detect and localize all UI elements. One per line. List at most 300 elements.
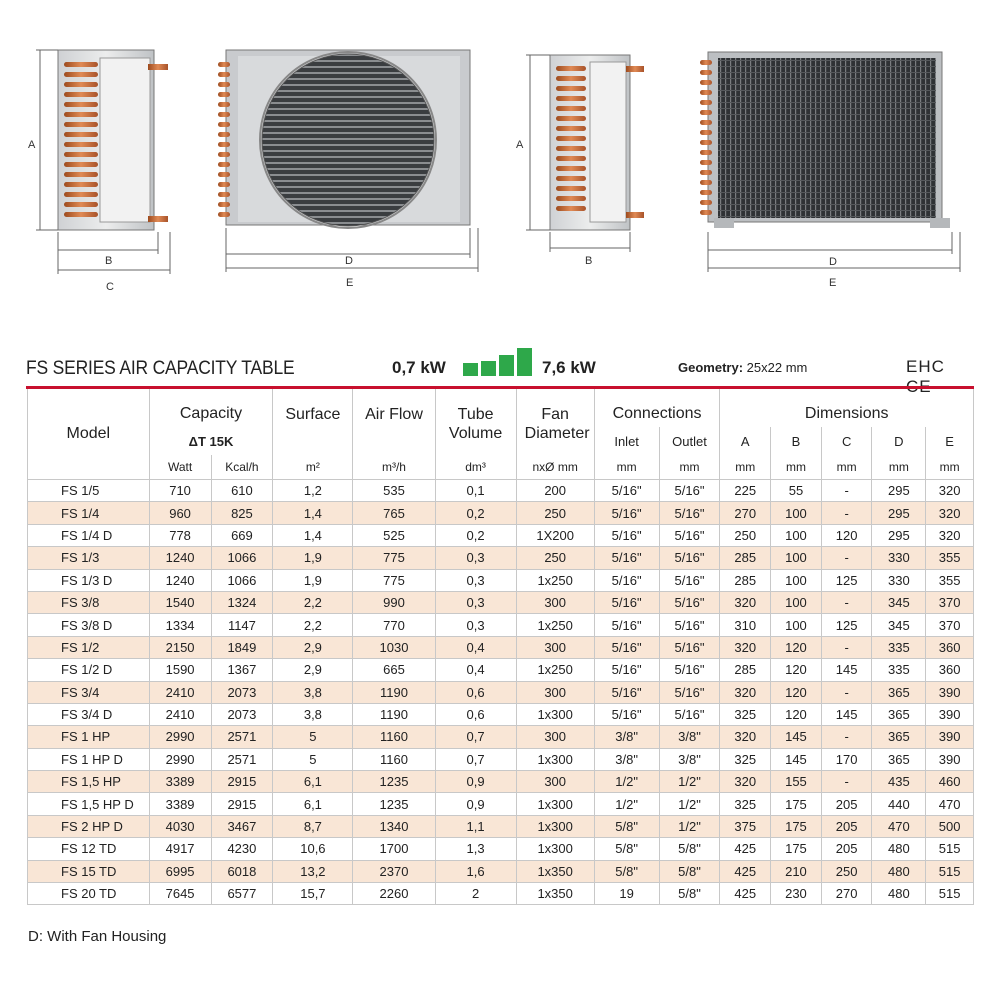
value-cell: 320	[720, 591, 771, 613]
copper-tube	[556, 76, 586, 81]
header-tube-volume-text: Tube Volume	[448, 406, 503, 442]
header-dimensions: Dimensions	[720, 389, 974, 427]
value-cell: 5/16"	[659, 502, 720, 524]
value-cell: 3389	[149, 793, 211, 815]
value-cell: 5/16"	[594, 659, 659, 681]
value-cell: 1367	[211, 659, 273, 681]
value-cell: 0,3	[435, 614, 516, 636]
value-cell: 435	[872, 771, 926, 793]
value-cell: 3,8	[273, 681, 353, 703]
value-cell: 1235	[353, 793, 435, 815]
copper-tube	[218, 142, 230, 147]
value-cell: 175	[771, 793, 822, 815]
model-cell: FS 12 TD	[28, 838, 150, 860]
value-cell: 515	[926, 883, 974, 905]
header-surface	[273, 389, 353, 480]
value-cell: 15,7	[273, 883, 353, 905]
dim-label-d: D	[345, 255, 353, 267]
capacity-bar	[517, 348, 532, 376]
value-cell: 5/16"	[659, 614, 720, 636]
footnote: D: With Fan Housing	[28, 928, 167, 945]
geometry-label: Geometry:	[678, 360, 744, 375]
value-cell: 390	[926, 726, 974, 748]
model-cell: FS 1 HP	[28, 726, 150, 748]
model-cell: FS 1 HP D	[28, 748, 150, 770]
value-cell: 5/16"	[659, 636, 720, 658]
unit-inlet: mm	[594, 455, 659, 480]
value-cell: 2073	[211, 681, 273, 703]
value-cell: 1240	[149, 547, 211, 569]
unit-e: mm	[926, 455, 974, 480]
value-cell: 355	[926, 569, 974, 591]
value-cell: 0,7	[435, 748, 516, 770]
table-row	[28, 636, 974, 658]
model-cell: FS 3/4 D	[28, 703, 150, 725]
value-cell: 300	[516, 681, 594, 703]
model-cell: FS 20 TD	[28, 883, 150, 905]
value-cell: 5/8"	[594, 860, 659, 882]
value-cell: 210	[771, 860, 822, 882]
value-cell: 1X200	[516, 524, 594, 546]
value-cell: 200	[516, 480, 594, 502]
value-cell: 825	[211, 502, 273, 524]
copper-tube	[556, 116, 586, 121]
value-cell: 770	[353, 614, 435, 636]
value-cell: 100	[771, 569, 822, 591]
copper-tube	[700, 190, 712, 195]
copper-tube	[64, 152, 98, 157]
value-cell: 295	[872, 480, 926, 502]
value-cell: 1x300	[516, 838, 594, 860]
header-dim-a: A	[720, 427, 771, 455]
model-cell: FS 1/5	[28, 480, 150, 502]
dim-label-b: B	[585, 255, 593, 267]
table-header-bar	[26, 352, 974, 388]
table-row	[28, 793, 974, 815]
value-cell: 1/2"	[594, 771, 659, 793]
value-cell: 0,3	[435, 569, 516, 591]
model-cell: FS 1/2 D	[28, 659, 150, 681]
value-cell: 270	[821, 883, 872, 905]
dim-label-a: A	[28, 139, 36, 151]
table-row	[28, 703, 974, 725]
copper-tube	[218, 172, 230, 177]
value-cell: 5/16"	[659, 681, 720, 703]
value-cell: 125	[821, 614, 872, 636]
value-cell: 1160	[353, 726, 435, 748]
value-cell: 5/16"	[594, 636, 659, 658]
front-view-fan-drawing	[218, 50, 478, 289]
model-cell: FS 1/3	[28, 547, 150, 569]
value-cell: 440	[872, 793, 926, 815]
value-cell: 5/8"	[659, 860, 720, 882]
product-drawings	[0, 0, 1000, 300]
copper-tube	[700, 80, 712, 85]
value-cell: 2571	[211, 748, 273, 770]
copper-tube	[556, 96, 586, 101]
copper-tube	[700, 70, 712, 75]
value-cell: 1x300	[516, 703, 594, 725]
table-row	[28, 815, 974, 837]
value-cell: 205	[821, 815, 872, 837]
copper-tube	[64, 202, 98, 207]
value-cell: 345	[872, 614, 926, 636]
value-cell: 1/2"	[659, 771, 720, 793]
value-cell: 765	[353, 502, 435, 524]
value-cell: 100	[771, 502, 822, 524]
capacity-bar	[481, 361, 496, 376]
value-cell: 2260	[353, 883, 435, 905]
copper-tube	[700, 60, 712, 65]
value-cell: 320	[926, 524, 974, 546]
value-cell: 230	[771, 883, 822, 905]
value-cell: 250	[516, 502, 594, 524]
table-row	[28, 771, 974, 793]
front-view-coil-drawing	[700, 52, 960, 289]
value-cell: 370	[926, 614, 974, 636]
unit-tube-volume: dm³	[465, 460, 486, 474]
value-cell: 0,4	[435, 659, 516, 681]
unit-d: mm	[872, 455, 926, 480]
value-cell: 2990	[149, 726, 211, 748]
unit-outlet: mm	[659, 455, 720, 480]
value-cell: 2,2	[273, 614, 353, 636]
value-cell: 3/8"	[594, 748, 659, 770]
header-fan-diameter	[516, 389, 594, 480]
value-cell: 7645	[149, 883, 211, 905]
model-cell: FS 3/8	[28, 591, 150, 613]
value-cell: 990	[353, 591, 435, 613]
table-row	[28, 659, 974, 681]
value-cell: 5/16"	[659, 703, 720, 725]
value-cell: 5/16"	[594, 547, 659, 569]
header-air-flow	[353, 389, 435, 480]
value-cell: 1,2	[273, 480, 353, 502]
value-cell: 1147	[211, 614, 273, 636]
value-cell: 4030	[149, 815, 211, 837]
value-cell: 1,4	[273, 502, 353, 524]
value-cell: 1324	[211, 591, 273, 613]
value-cell: 1590	[149, 659, 211, 681]
copper-tube	[64, 162, 98, 167]
header-dim-c: C	[821, 427, 872, 455]
copper-tube	[64, 72, 98, 77]
copper-tube	[218, 62, 230, 67]
value-cell: 1160	[353, 748, 435, 770]
value-cell: 1235	[353, 771, 435, 793]
value-cell: 335	[872, 659, 926, 681]
value-cell: 425	[720, 883, 771, 905]
value-cell: 5/8"	[659, 883, 720, 905]
value-cell: 0,3	[435, 547, 516, 569]
value-cell: 2410	[149, 681, 211, 703]
model-cell: FS 2 HP D	[28, 815, 150, 837]
value-cell: 1,9	[273, 547, 353, 569]
table-row	[28, 591, 974, 613]
value-cell: 375	[720, 815, 771, 837]
capacity-range-bars	[463, 348, 533, 376]
header-capacity-delta: ΔT 15K	[149, 427, 273, 455]
copper-tube	[64, 182, 98, 187]
value-cell: 300	[516, 771, 594, 793]
value-cell: 0,6	[435, 703, 516, 725]
copper-tube	[218, 122, 230, 127]
value-cell: 4230	[211, 838, 273, 860]
certification-marks: EHC	[906, 357, 945, 376]
value-cell: 330	[872, 547, 926, 569]
value-cell: -	[821, 771, 872, 793]
model-cell: FS 15 TD	[28, 860, 150, 882]
value-cell: 2990	[149, 748, 211, 770]
value-cell: 1x250	[516, 614, 594, 636]
copper-tube	[700, 130, 712, 135]
copper-tube	[218, 182, 230, 187]
value-cell: 5	[273, 726, 353, 748]
value-cell: 320	[720, 681, 771, 703]
value-cell: 365	[872, 703, 926, 725]
value-cell: 710	[149, 480, 211, 502]
value-cell: 2073	[211, 703, 273, 725]
copper-tube	[218, 92, 230, 97]
unit-b: mm	[771, 455, 822, 480]
table-row	[28, 681, 974, 703]
value-cell: 225	[720, 480, 771, 502]
copper-tube	[700, 140, 712, 145]
value-cell: 320	[926, 480, 974, 502]
table-row	[28, 569, 974, 591]
unit-c: mm	[821, 455, 872, 480]
value-cell: 1/2"	[659, 793, 720, 815]
model-cell: FS 1,5 HP	[28, 771, 150, 793]
value-cell: 19	[594, 883, 659, 905]
capacity-max: 7,6 kW	[542, 358, 596, 377]
value-cell: 300	[516, 726, 594, 748]
value-cell: 5/16"	[594, 591, 659, 613]
copper-tube	[556, 66, 586, 71]
value-cell: 1,9	[273, 569, 353, 591]
value-cell: 0,9	[435, 771, 516, 793]
value-cell: 300	[516, 636, 594, 658]
value-cell: 170	[821, 748, 872, 770]
model-cell: FS 1/3 D	[28, 569, 150, 591]
value-cell: 120	[771, 636, 822, 658]
value-cell: 480	[872, 883, 926, 905]
value-cell: 100	[771, 614, 822, 636]
unit-air-flow: m³/h	[381, 460, 406, 474]
copper-tube	[218, 202, 230, 207]
model-cell: FS 1,5 HP D	[28, 793, 150, 815]
value-cell: 3,8	[273, 703, 353, 725]
copper-tube	[556, 106, 586, 111]
value-cell: 5/16"	[659, 569, 720, 591]
unit-surface: m²	[305, 460, 320, 474]
value-cell: 120	[771, 681, 822, 703]
header-fan-diameter-text: Fan Diameter	[524, 406, 590, 442]
value-cell: 175	[771, 815, 822, 837]
value-cell: 778	[149, 524, 211, 546]
copper-tube	[700, 170, 712, 175]
value-cell: 470	[926, 793, 974, 815]
header-dim-e: E	[926, 427, 974, 455]
value-cell: 775	[353, 569, 435, 591]
value-cell: 665	[353, 659, 435, 681]
value-cell: 1,3	[435, 838, 516, 860]
copper-tube	[218, 152, 230, 157]
copper-tube	[700, 90, 712, 95]
value-cell: 100	[771, 524, 822, 546]
copper-tube	[64, 112, 98, 117]
value-cell: 1,6	[435, 860, 516, 882]
value-cell: 285	[720, 659, 771, 681]
value-cell: 1190	[353, 703, 435, 725]
value-cell: 3/8"	[659, 748, 720, 770]
value-cell: 365	[872, 681, 926, 703]
capacity-table	[27, 389, 974, 905]
model-cell: FS 3/8 D	[28, 614, 150, 636]
value-cell: 2915	[211, 771, 273, 793]
value-cell: 365	[872, 726, 926, 748]
table-row	[28, 748, 974, 770]
value-cell: 205	[821, 793, 872, 815]
table-row	[28, 726, 974, 748]
value-cell: 390	[926, 703, 974, 725]
copper-tube	[218, 112, 230, 117]
value-cell: 2,2	[273, 591, 353, 613]
value-cell: 1x300	[516, 815, 594, 837]
value-cell: 320	[720, 771, 771, 793]
copper-tube	[218, 192, 230, 197]
copper-tube	[700, 100, 712, 105]
model-cell: FS 1/4 D	[28, 524, 150, 546]
value-cell: 5/16"	[659, 659, 720, 681]
value-cell: 325	[720, 793, 771, 815]
table-row	[28, 480, 974, 502]
value-cell: 320	[926, 502, 974, 524]
value-cell: 2,9	[273, 659, 353, 681]
value-cell: 6995	[149, 860, 211, 882]
value-cell: 175	[771, 838, 822, 860]
value-cell: 1700	[353, 838, 435, 860]
value-cell: 1x350	[516, 860, 594, 882]
value-cell: 355	[926, 547, 974, 569]
value-cell: -	[821, 547, 872, 569]
value-cell: -	[821, 480, 872, 502]
value-cell: 1066	[211, 569, 273, 591]
value-cell: 300	[516, 591, 594, 613]
value-cell: 0,9	[435, 793, 516, 815]
value-cell: 295	[872, 502, 926, 524]
value-cell: 100	[771, 591, 822, 613]
model-cell: FS 3/4	[28, 681, 150, 703]
value-cell: 5/16"	[594, 480, 659, 502]
value-cell: -	[821, 726, 872, 748]
copper-tube	[64, 212, 98, 217]
value-cell: 5/16"	[594, 502, 659, 524]
copper-tube	[556, 186, 586, 191]
value-cell: 2571	[211, 726, 273, 748]
table-title: FS SERIES AIR CAPACITY TABLE	[26, 358, 295, 379]
value-cell: 13,2	[273, 860, 353, 882]
value-cell: 1334	[149, 614, 211, 636]
value-cell: 1849	[211, 636, 273, 658]
dim-label-d: D	[829, 256, 837, 268]
header-dim-d: D	[872, 427, 926, 455]
value-cell: 6,1	[273, 793, 353, 815]
header-capacity: Capacity	[149, 389, 273, 427]
copper-tube	[218, 72, 230, 77]
value-cell: 5/8"	[594, 838, 659, 860]
value-cell: 120	[771, 703, 822, 725]
value-cell: 330	[872, 569, 926, 591]
value-cell: -	[821, 591, 872, 613]
geometry-info	[678, 360, 807, 375]
header-inlet: Inlet	[594, 427, 659, 455]
value-cell: 145	[821, 659, 872, 681]
value-cell: 145	[771, 726, 822, 748]
copper-tube	[700, 150, 712, 155]
value-cell: 500	[926, 815, 974, 837]
value-cell: 470	[872, 815, 926, 837]
value-cell: 120	[821, 524, 872, 546]
value-cell: 5/16"	[594, 569, 659, 591]
table-row	[28, 883, 974, 905]
unit-watt: Watt	[149, 455, 211, 480]
copper-tube	[556, 146, 586, 151]
dim-label-e: E	[346, 277, 354, 289]
model-cell: FS 1/4	[28, 502, 150, 524]
copper-tube	[700, 210, 712, 215]
copper-tube	[556, 136, 586, 141]
value-cell: 8,7	[273, 815, 353, 837]
value-cell: 2	[435, 883, 516, 905]
value-cell: 5/16"	[594, 681, 659, 703]
copper-tube	[218, 162, 230, 167]
value-cell: 4917	[149, 838, 211, 860]
dim-label-a: A	[516, 139, 524, 151]
header-surface-text: Surface	[285, 406, 341, 423]
value-cell: 1x300	[516, 748, 594, 770]
value-cell: 1540	[149, 591, 211, 613]
value-cell: 320	[720, 636, 771, 658]
copper-tube	[64, 142, 98, 147]
value-cell: 1x300	[516, 793, 594, 815]
value-cell: 5/16"	[594, 614, 659, 636]
value-cell: 3/8"	[594, 726, 659, 748]
value-cell: 250	[821, 860, 872, 882]
dim-label-e: E	[829, 277, 837, 289]
value-cell: 2370	[353, 860, 435, 882]
copper-tube	[218, 132, 230, 137]
copper-tube	[64, 132, 98, 137]
header-outlet: Outlet	[659, 427, 720, 455]
table-row	[28, 547, 974, 569]
copper-tube	[556, 156, 586, 161]
copper-tube	[556, 176, 586, 181]
value-cell: -	[821, 502, 872, 524]
value-cell: 515	[926, 860, 974, 882]
value-cell: 5/8"	[659, 838, 720, 860]
capacity-bar	[499, 355, 514, 376]
value-cell: 480	[872, 860, 926, 882]
value-cell: 2,9	[273, 636, 353, 658]
copper-tube	[64, 122, 98, 127]
copper-tube	[64, 172, 98, 177]
value-cell: 1066	[211, 547, 273, 569]
value-cell: 345	[872, 591, 926, 613]
value-cell: 325	[720, 703, 771, 725]
value-cell: 360	[926, 636, 974, 658]
copper-tube	[64, 82, 98, 87]
